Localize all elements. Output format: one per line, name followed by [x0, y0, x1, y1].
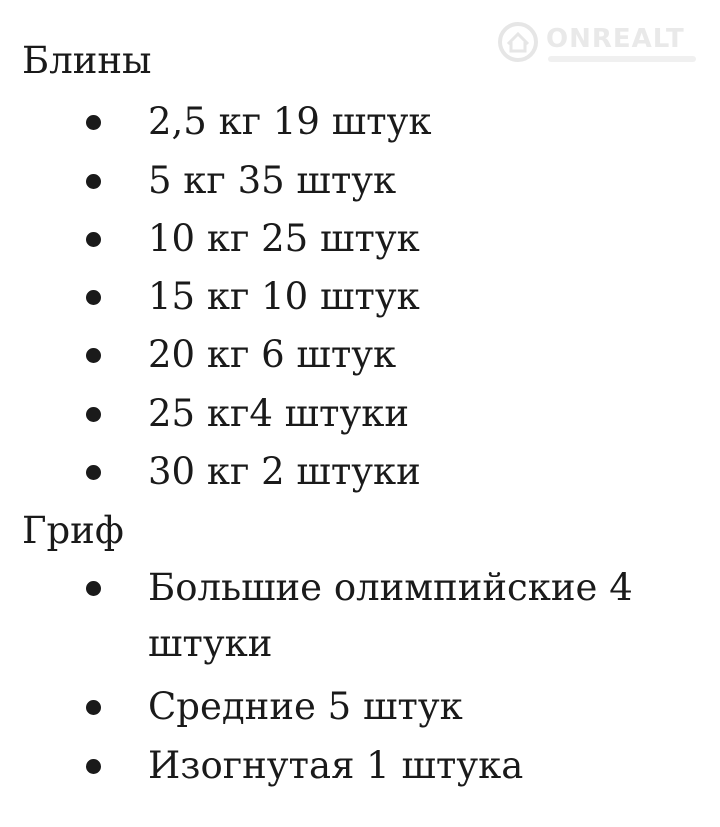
bullet-icon [86, 700, 101, 715]
list-item-text: 25 кг4 штуки [148, 392, 410, 435]
list-item-text: Большие олимпийские 4 штуки [148, 566, 633, 665]
list-item-text: 20 кг 6 штук [148, 333, 397, 376]
list-item-text: 30 кг 2 штуки [148, 450, 421, 493]
bullet-icon [86, 174, 101, 189]
list-item-text: 5 кг 35 штук [148, 159, 397, 202]
list-item-text: Средние 5 штук [148, 685, 463, 728]
bullet-icon [86, 465, 101, 480]
list-item-text: 15 кг 10 штук [148, 275, 420, 318]
watermark-subline [548, 56, 696, 62]
list-item-text: 10 кг 25 штук [148, 217, 420, 260]
bullet-icon [86, 407, 101, 422]
bullet-icon [86, 759, 101, 774]
bullet-icon [86, 290, 101, 305]
bullet-icon [86, 581, 101, 596]
bullet-icon [86, 348, 101, 363]
list-item-text: 2,5 кг 19 штук [148, 100, 432, 143]
section-title-bar: Гриф [22, 509, 124, 552]
watermark-logo [496, 20, 700, 72]
house-outline-icon [496, 22, 540, 62]
watermark-text: ONREALT [546, 24, 685, 54]
bullet-icon [86, 115, 101, 130]
list-item-text: Изогнутая 1 штука [148, 744, 524, 787]
bullet-icon [86, 232, 101, 247]
section-title-plates: Блины [22, 39, 152, 82]
